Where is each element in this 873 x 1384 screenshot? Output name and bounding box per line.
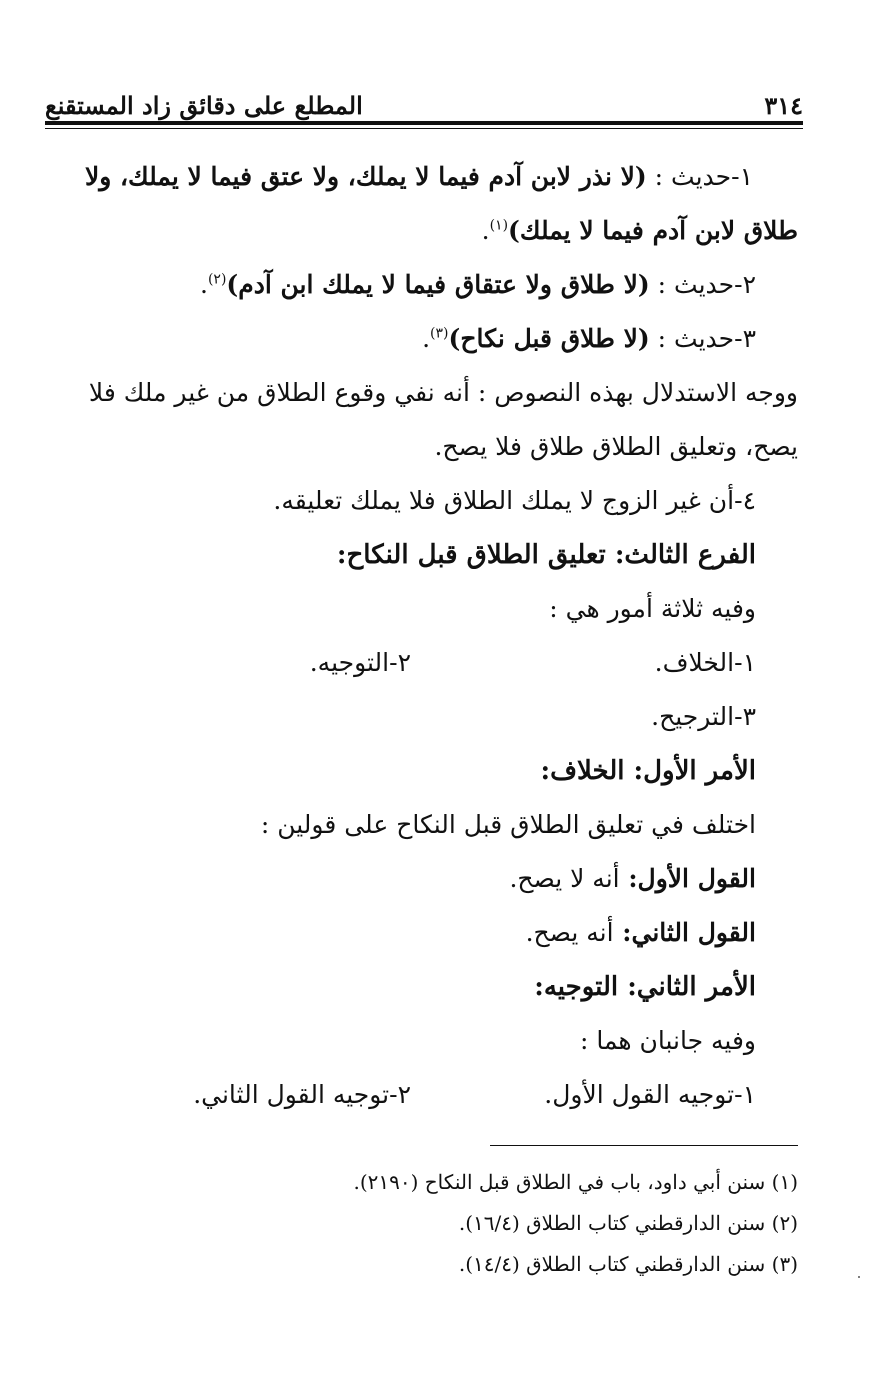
second-opinion [50,906,798,960]
hadith-3-end: . [422,324,431,353]
matters-list-row-1 [50,636,798,690]
side-item-1: ١-توجيه القول الأول. [544,1080,756,1109]
first-opinion-text: أنه لا يصح. [509,864,620,893]
hadith-1-text-part1: (لا نذر لابن آدم فيما لا يملك، ولا عتق فيما لا يملك، ولا [84,162,647,191]
matter-item-3: ٣-الترجيح. [651,702,756,731]
main-text [50,150,798,1122]
hadith-2 [50,258,798,312]
branch-heading: الفرع الثالث: تعليق الطلاق قبل النكاح: [336,540,756,570]
scan-speck [858,1276,860,1278]
footnote-ref-3[interactable]: (٣) [430,325,449,342]
point-4: ٤-أن غير الزوج لا يملك الطلاق فلا يملك تعليقه. [273,486,756,515]
hadith-1-end: . [481,216,490,245]
header-rule-thick [45,121,803,125]
hadith-1-text-part2: طلاق لابن آدم فيما لا يملك) [508,216,798,245]
first-opinion-label: القول الأول: [619,864,756,893]
side-item-2: ٢-توجيه القول الثاني. [193,1080,411,1109]
footnotes [40,1162,798,1285]
first-matter-heading: الأمر الأول: الخلاف: [540,756,756,786]
running-header [45,84,803,120]
footnote-separator [490,1145,798,1146]
hadith-3-number: ٣-حديث : [649,324,756,353]
hadith-2-text: (لا طلاق ولا عتقاق فيما لا يملك ابن آدم) [226,270,650,299]
hadith-3 [50,312,798,366]
first-opinion [50,852,798,906]
istidlal-line-1: ووجه الاستدلال بهذه النصوص : أنه نفي وقوع الطلاق من غير ملك فلا [88,378,798,407]
footnote-2: (٢) سنن الدارقطني كتاب الطلاق (١٦/٤). [458,1211,798,1235]
footnote-1: (١) سنن أبي داود، باب في الطلاق قبل النكاح (٢١٩٠). [353,1170,798,1194]
khilaf-intro: اختلف في تعليق الطلاق قبل النكاح على قولين : [260,810,756,839]
hadith-2-end: . [200,270,208,299]
three-matters-intro: وفيه ثلاثة أمور هي : [549,594,756,623]
hadith-1-line-1 [50,150,798,204]
hadith-2-number: ٢-حديث : [649,270,756,299]
footnote-ref-2[interactable]: (٢) [207,271,227,288]
page-number: ٣١٤ [764,91,803,120]
matter-item-2: ٢-التوجيه. [309,648,411,677]
header-rule-thin [45,128,803,129]
sides-list-row [50,1068,798,1122]
hadith-1-number: ١-حديث : [646,162,753,191]
book-title: المطلع على دقائق زاد المستقنع [45,91,363,120]
matter-item-1: ١-الخلاف. [654,648,756,677]
two-sides-intro: وفيه جانبان هما : [579,1026,756,1055]
second-opinion-label: القول الثاني: [613,918,756,947]
footnote-ref-1[interactable]: (١) [489,217,509,234]
second-matter-heading: الأمر الثاني: التوجيه: [534,972,756,1002]
istidlal-line-2: يصح، وتعليق الطلاق طلاق فلا يصح. [434,432,798,461]
hadith-1-line-2 [50,204,798,258]
second-opinion-text: أنه يصح. [525,918,614,947]
footnote-3: (٣) سنن الدارقطني كتاب الطلاق (١٤/٤). [458,1252,798,1276]
hadith-3-text: (لا طلاق قبل نكاح) [448,324,650,353]
